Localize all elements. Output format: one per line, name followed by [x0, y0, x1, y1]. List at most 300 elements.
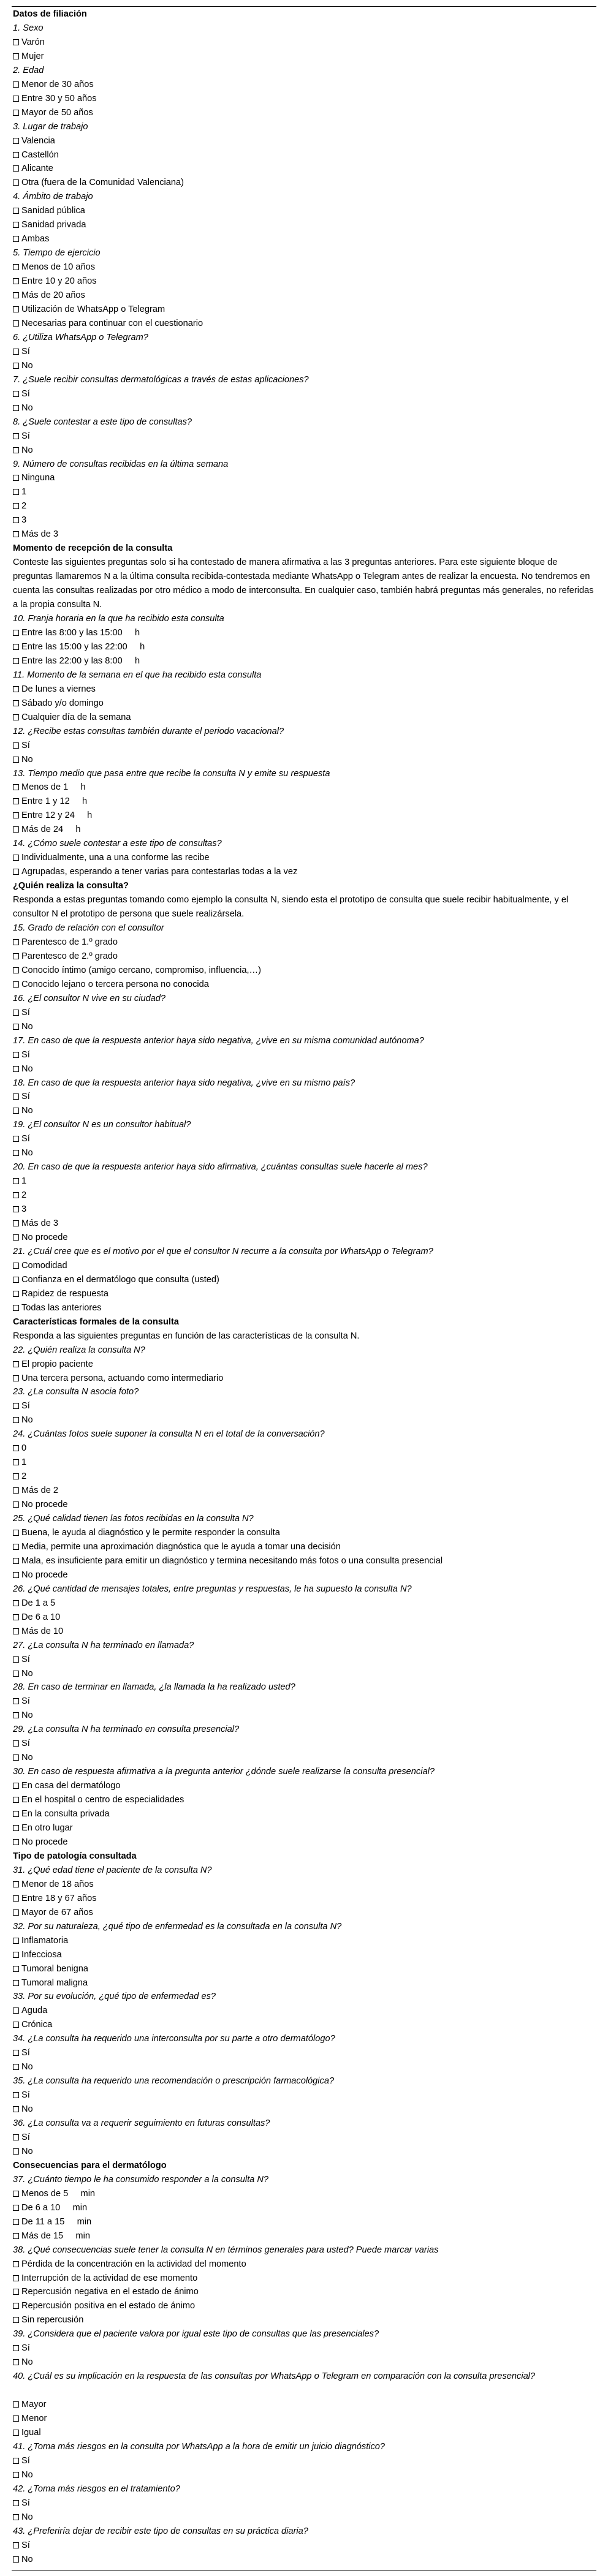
answer-option[interactable] — [13, 1203, 595, 1217]
checkbox-icon[interactable] — [13, 475, 19, 481]
checkbox-icon[interactable] — [13, 1108, 19, 1114]
checkbox-icon[interactable] — [13, 1712, 19, 1718]
answer-option[interactable] — [13, 1596, 595, 1611]
checkbox-icon[interactable] — [13, 826, 19, 833]
checkbox-icon[interactable] — [13, 2106, 19, 2112]
answer-option[interactable] — [13, 2398, 595, 2412]
answer-option[interactable] — [13, 1231, 595, 1245]
answer-option[interactable] — [13, 1259, 595, 1273]
answer-option-label: En casa del dermatólogo — [21, 1781, 121, 1791]
answer-option[interactable] — [13, 513, 595, 527]
checkbox-icon[interactable] — [13, 2022, 19, 2028]
answer-option[interactable] — [13, 2229, 595, 2243]
checkbox-icon[interactable] — [13, 1895, 19, 1902]
checkbox-icon[interactable] — [13, 1881, 19, 1887]
answer-option[interactable] — [13, 2060, 595, 2074]
answer-option[interactable] — [13, 92, 595, 106]
answer-option[interactable] — [13, 471, 595, 485]
answer-option[interactable] — [13, 865, 595, 879]
checkbox-icon[interactable] — [13, 2008, 19, 2014]
checkbox-icon[interactable] — [13, 489, 19, 495]
checkbox-icon[interactable] — [13, 2472, 19, 2478]
answer-option-label: Más de 3 — [21, 1218, 59, 1229]
checkbox-icon[interactable] — [13, 2092, 19, 2098]
answer-option[interactable] — [13, 2257, 595, 2272]
checkbox-icon[interactable] — [13, 1501, 19, 1508]
answer-option[interactable] — [13, 274, 595, 289]
answer-option[interactable] — [13, 2299, 595, 2313]
answer-option[interactable] — [13, 359, 595, 373]
checkbox-icon[interactable] — [13, 264, 19, 270]
answer-option[interactable] — [13, 1062, 595, 1076]
answer-option[interactable] — [13, 1611, 595, 1625]
checkbox-icon[interactable] — [13, 1473, 19, 1479]
section-heading: Características formales de la consulta — [13, 1316, 179, 1327]
answer-option[interactable] — [13, 2018, 595, 2032]
answer-option[interactable] — [13, 345, 595, 359]
answer-option[interactable] — [13, 682, 595, 697]
answer-option[interactable] — [13, 1441, 595, 1456]
question-label: 32. Por su naturaleza, ¿qué tipo de enfermedad es la consultada en la consulta N? — [13, 1921, 342, 1932]
checkbox-icon[interactable] — [13, 1361, 19, 1367]
answer-option[interactable] — [13, 1568, 595, 1582]
checkbox-icon[interactable] — [13, 630, 19, 636]
checkbox-icon[interactable] — [13, 236, 19, 242]
checkbox-icon[interactable] — [13, 2050, 19, 2056]
checkbox-icon[interactable] — [13, 1754, 19, 1761]
answer-option[interactable] — [13, 429, 595, 444]
answer-option-label: Sábado y/o domingo — [21, 698, 104, 708]
answer-option[interactable] — [13, 1554, 595, 1568]
checkbox-icon[interactable] — [13, 658, 19, 664]
answer-option-label: Castellón — [21, 149, 59, 160]
answer-option[interactable] — [13, 1287, 595, 1301]
answer-option[interactable] — [13, 1273, 595, 1287]
checkbox-icon[interactable] — [13, 110, 19, 116]
checkbox-icon[interactable] — [13, 1614, 19, 1620]
checkbox-icon[interactable] — [13, 2542, 19, 2548]
checkbox-icon[interactable] — [13, 700, 19, 706]
checkbox-icon[interactable] — [13, 1192, 19, 1198]
checkbox-icon[interactable] — [13, 1291, 19, 1297]
answer-option[interactable] — [13, 935, 595, 950]
answer-option[interactable] — [13, 176, 595, 190]
answer-option[interactable] — [13, 1625, 595, 1639]
answer-option-label: No procede — [21, 1500, 68, 1510]
answer-option[interactable] — [13, 697, 595, 711]
answer-option[interactable] — [13, 36, 595, 50]
answer-option[interactable] — [13, 1906, 595, 1920]
answer-option-label: Tumoral maligna — [21, 1977, 88, 1988]
answer-option-label: Inflamatoria — [21, 1935, 69, 1946]
checkbox-icon[interactable] — [13, 531, 19, 537]
checkbox-icon[interactable] — [13, 2401, 19, 2408]
checkbox-icon[interactable] — [13, 2317, 19, 2323]
answer-option[interactable] — [13, 317, 595, 331]
checkbox-icon[interactable] — [13, 447, 19, 453]
answer-option-label: Tumoral benigna — [21, 1963, 88, 1974]
answer-option[interactable] — [13, 401, 595, 415]
question-label: 34. ¿La consulta ha requerido una interconsulta por su parte a otro dermatólogo? — [13, 2034, 335, 2044]
answer-option-label: No — [21, 445, 33, 455]
checkbox-icon[interactable] — [13, 1825, 19, 1831]
question-label: 19. ¿El consultor N es un consultor habitual? — [13, 1120, 191, 1130]
checkbox-icon[interactable] — [13, 1093, 19, 1100]
answer-option[interactable] — [13, 527, 595, 542]
answer-option-label: Mayor de 50 años — [21, 107, 93, 118]
checkbox-icon[interactable] — [13, 1417, 19, 1423]
answer-option[interactable] — [13, 1132, 595, 1146]
answer-option[interactable] — [13, 964, 595, 978]
answer-option[interactable] — [13, 2201, 595, 2215]
answer-option[interactable] — [13, 2510, 595, 2525]
checkbox-icon[interactable] — [13, 1671, 19, 1677]
checkbox-icon[interactable] — [13, 2261, 19, 2267]
answer-option[interactable] — [13, 1737, 595, 1751]
checkbox-icon[interactable] — [13, 1263, 19, 1269]
answer-option[interactable] — [13, 851, 595, 865]
checkbox-icon[interactable] — [13, 1234, 19, 1241]
answer-option[interactable] — [13, 1934, 595, 1948]
answer-option[interactable] — [13, 2426, 595, 2440]
answer-option[interactable] — [13, 1301, 595, 1315]
checkbox-icon[interactable] — [13, 1797, 19, 1803]
answer-option-label: Mala, es insuficiente para emitir un diagnóstico y termina necesitando más fotos o una consulta presencial — [21, 1555, 443, 1566]
answer-option[interactable] — [13, 50, 595, 64]
answer-option[interactable] — [13, 444, 595, 458]
answer-option-label: Sí — [21, 2090, 30, 2101]
answer-option-label: 2 — [21, 501, 27, 512]
answer-option[interactable] — [13, 753, 595, 767]
checkbox-icon[interactable] — [13, 405, 19, 411]
answer-option[interactable] — [13, 2131, 595, 2145]
checkbox-icon[interactable] — [13, 152, 19, 158]
checkbox-icon[interactable] — [13, 869, 19, 875]
answer-option[interactable] — [13, 2046, 595, 2060]
answer-option[interactable] — [13, 2145, 595, 2159]
answer-option[interactable] — [13, 2355, 595, 2370]
checkbox-icon[interactable] — [13, 2303, 19, 2309]
checkbox-icon[interactable] — [13, 2205, 19, 2211]
checkbox-icon[interactable] — [13, 1938, 19, 1944]
question-label: 4. Ámbito de trabajo — [13, 192, 93, 202]
answer-option-label: Sí — [21, 431, 30, 441]
checkbox-icon[interactable] — [13, 939, 19, 945]
answer-option[interactable] — [13, 303, 595, 317]
checkbox-icon[interactable] — [13, 2233, 19, 2239]
question-label: 24. ¿Cuántas fotos suele suponer la consulta N en el total de la conversación? — [13, 1429, 325, 1440]
answer-option[interactable] — [13, 2272, 595, 2286]
answer-option[interactable] — [13, 485, 595, 499]
checkbox-icon[interactable] — [13, 644, 19, 650]
checkbox-icon[interactable] — [13, 179, 19, 186]
answer-option[interactable] — [13, 2187, 595, 2201]
checkbox-icon[interactable] — [13, 2556, 19, 2563]
answer-option-label: No — [21, 2554, 33, 2564]
answer-option[interactable] — [13, 1020, 595, 1034]
checkbox-icon[interactable] — [13, 1530, 19, 1536]
checkbox-icon[interactable] — [13, 2514, 19, 2520]
answer-option[interactable] — [13, 950, 595, 964]
checkbox-icon[interactable] — [13, 81, 19, 88]
checkbox-icon[interactable] — [13, 306, 19, 312]
checkbox-icon[interactable] — [13, 784, 19, 790]
checkbox-icon[interactable] — [13, 1656, 19, 1663]
answer-option[interactable] — [13, 1694, 595, 1709]
checkbox-icon[interactable] — [13, 967, 19, 973]
checkbox-icon[interactable] — [13, 1572, 19, 1578]
answer-option-label: Sí — [21, 1739, 30, 1749]
answer-option[interactable] — [13, 1413, 595, 1427]
checkbox-icon[interactable] — [13, 96, 19, 102]
checkbox-icon[interactable] — [13, 2275, 19, 2281]
answer-option[interactable] — [13, 1821, 595, 1835]
checkbox-icon[interactable] — [13, 1811, 19, 1817]
checkbox-icon[interactable] — [13, 517, 19, 523]
question-label: 14. ¿Cómo suele contestar a este tipo de consultas? — [13, 839, 222, 849]
question-label: 39. ¿Considera que el paciente valora por igual este tipo de consultas que las presenciales? — [13, 2329, 379, 2340]
answer-option[interactable] — [13, 1962, 595, 1976]
checkbox-icon[interactable] — [13, 1459, 19, 1465]
answer-option[interactable] — [13, 1540, 595, 1554]
checkbox-icon[interactable] — [13, 2500, 19, 2506]
answer-option[interactable] — [13, 134, 595, 148]
answer-option[interactable] — [13, 2341, 595, 2355]
answer-option[interactable] — [13, 1653, 595, 1667]
answer-option[interactable] — [13, 711, 595, 725]
checkbox-icon[interactable] — [13, 1206, 19, 1212]
answer-option[interactable] — [13, 1667, 595, 1681]
answer-option[interactable] — [13, 2496, 595, 2510]
answer-option-label: Media, permite una aproximación diagnóstica que le ayuda a tomar una decisión — [21, 1541, 341, 1552]
checkbox-icon[interactable] — [13, 1600, 19, 1606]
answer-option-label: De 11 a 15 min — [21, 2216, 92, 2227]
answer-option[interactable] — [13, 1006, 595, 1020]
answer-option[interactable] — [13, 1779, 595, 1793]
answer-option-label: Rapidez de respuesta — [21, 1288, 108, 1299]
answer-option[interactable] — [13, 106, 595, 120]
checkbox-icon[interactable] — [13, 1066, 19, 1072]
checkbox-icon[interactable] — [13, 1150, 19, 1156]
checkbox-icon[interactable] — [13, 2134, 19, 2140]
answer-option-label: Sí — [21, 1134, 30, 1144]
checkbox-icon[interactable] — [13, 757, 19, 763]
checkbox-icon[interactable] — [13, 1403, 19, 1409]
checkbox-icon[interactable] — [13, 812, 19, 818]
answer-option[interactable] — [13, 795, 595, 809]
checkbox-icon[interactable] — [13, 433, 19, 439]
checkbox-icon[interactable] — [13, 1980, 19, 1986]
answer-option-label: En el hospital o centro de especialidades — [21, 1795, 184, 1805]
checkbox-icon[interactable] — [13, 138, 19, 144]
checkbox-icon[interactable] — [13, 855, 19, 861]
checkbox-icon[interactable] — [13, 1966, 19, 1972]
answer-option[interactable] — [13, 1976, 595, 1990]
checkbox-icon[interactable] — [13, 165, 19, 172]
answer-option-label: Mayor de 67 años — [21, 1907, 93, 1917]
answer-option-label: Confianza en el dermatólogo que consulta (usted) — [21, 1274, 219, 1285]
answer-option[interactable] — [13, 1498, 595, 1512]
checkbox-icon[interactable] — [13, 2458, 19, 2464]
checkbox-icon[interactable] — [13, 53, 19, 59]
checkbox-icon[interactable] — [13, 798, 19, 804]
checkbox-icon[interactable] — [13, 2359, 19, 2365]
answer-option-label: Sí — [21, 2498, 30, 2508]
checkbox-icon[interactable] — [13, 1375, 19, 1381]
answer-option[interactable] — [13, 148, 595, 162]
answer-option[interactable] — [13, 654, 595, 668]
checkbox-icon[interactable] — [13, 2289, 19, 2295]
answer-option-label: Menos de 1 h — [21, 782, 86, 793]
checkbox-icon[interactable] — [13, 981, 19, 988]
answer-option-label: Parentesco de 2.º grado — [21, 951, 118, 961]
checkbox-icon[interactable] — [13, 2148, 19, 2155]
checkbox-icon[interactable] — [13, 1445, 19, 1451]
checkbox-icon[interactable] — [13, 1010, 19, 1016]
answer-option-label: No — [21, 2146, 33, 2156]
checkbox-icon[interactable] — [13, 1544, 19, 1550]
checkbox-icon[interactable] — [13, 953, 19, 959]
checkbox-icon[interactable] — [13, 1628, 19, 1634]
checkbox-icon[interactable] — [13, 2430, 19, 2436]
answer-option[interactable] — [13, 739, 595, 753]
checkbox-icon[interactable] — [13, 2345, 19, 2351]
answer-option[interactable] — [13, 809, 595, 823]
answer-option[interactable] — [13, 204, 595, 218]
checkbox-icon[interactable] — [13, 1740, 19, 1747]
checkbox-icon[interactable] — [13, 714, 19, 720]
checkbox-icon[interactable] — [13, 320, 19, 327]
answer-option-label: No — [21, 360, 33, 371]
answer-option[interactable] — [13, 1526, 595, 1540]
question-label: 22. ¿Quién realiza la consulta N? — [13, 1345, 145, 1355]
checkbox-icon[interactable] — [13, 1136, 19, 1142]
answer-option[interactable] — [13, 1399, 595, 1413]
answer-option[interactable] — [13, 1174, 595, 1188]
checkbox-icon[interactable] — [13, 1909, 19, 1916]
answer-option[interactable] — [13, 1835, 595, 1849]
answer-option[interactable] — [13, 387, 595, 401]
checkbox-icon[interactable] — [13, 1220, 19, 1226]
answer-option[interactable] — [13, 780, 595, 795]
checkbox-icon[interactable] — [13, 292, 19, 298]
answer-option[interactable] — [13, 1470, 595, 1484]
answer-option-label: Entre 12 y 24 h — [21, 810, 93, 821]
checkbox-icon[interactable] — [13, 278, 19, 284]
answer-option[interactable] — [13, 1878, 595, 1892]
answer-option[interactable] — [13, 2088, 595, 2102]
answer-option[interactable] — [13, 1892, 595, 1906]
answer-option[interactable] — [13, 2215, 595, 2229]
checkbox-icon[interactable] — [13, 1024, 19, 1030]
answer-option-label: Entre las 8:00 y las 15:00 h — [21, 627, 140, 638]
checkbox-icon[interactable] — [13, 39, 19, 45]
answer-option[interactable] — [13, 978, 595, 992]
answer-option-label: Conocido lejano o tercera persona no conocida — [21, 979, 209, 989]
answer-option[interactable] — [13, 1372, 595, 1386]
answer-option[interactable] — [13, 1751, 595, 1765]
checkbox-icon[interactable] — [13, 2064, 19, 2070]
answer-option[interactable] — [13, 823, 595, 837]
answer-option-label: No procede — [21, 1837, 68, 1847]
checkbox-icon[interactable] — [13, 1839, 19, 1845]
answer-option[interactable] — [13, 289, 595, 303]
answer-option[interactable] — [13, 162, 595, 176]
answer-option[interactable] — [13, 78, 595, 92]
answer-option[interactable] — [13, 232, 595, 246]
answer-option[interactable] — [13, 1217, 595, 1231]
checkbox-icon[interactable] — [13, 503, 19, 509]
answer-option[interactable] — [13, 2102, 595, 2117]
answer-option[interactable] — [13, 1090, 595, 1104]
checkbox-icon[interactable] — [13, 1783, 19, 1789]
answer-option[interactable] — [13, 1484, 595, 1498]
answer-option[interactable] — [13, 499, 595, 513]
answer-option-label: Parentesco de 1.º grado — [21, 937, 118, 947]
answer-option[interactable] — [13, 1456, 595, 1470]
checkbox-icon[interactable] — [13, 2219, 19, 2225]
answer-option[interactable] — [13, 1807, 595, 1821]
answer-option[interactable] — [13, 626, 595, 640]
answer-option-label: Más de 20 años — [21, 290, 85, 301]
checkbox-icon[interactable] — [13, 208, 19, 214]
answer-option[interactable] — [13, 1146, 595, 1160]
answer-option[interactable] — [13, 1104, 595, 1118]
checkbox-icon[interactable] — [13, 222, 19, 228]
answer-option[interactable] — [13, 1948, 595, 1962]
answer-option[interactable] — [13, 1188, 595, 1203]
checkbox-icon[interactable] — [13, 349, 19, 355]
answer-option[interactable] — [13, 2553, 595, 2567]
answer-option-label: Sí — [21, 346, 30, 357]
answer-option[interactable] — [13, 2285, 595, 2299]
answer-option-label: Sí — [21, 388, 30, 399]
answer-option[interactable] — [13, 2412, 595, 2426]
checkbox-icon[interactable] — [13, 391, 19, 397]
checkbox-icon[interactable] — [13, 2415, 19, 2422]
answer-option-label: Aguda — [21, 2006, 48, 2016]
checkbox-icon[interactable] — [13, 686, 19, 692]
answer-option[interactable] — [13, 2454, 595, 2468]
question-label: 15. Grado de relación con el consultor — [13, 923, 164, 934]
checkbox-icon[interactable] — [13, 1305, 19, 1311]
answer-option[interactable] — [13, 218, 595, 232]
answer-option[interactable] — [13, 1048, 595, 1062]
answer-option[interactable] — [13, 640, 595, 654]
answer-option[interactable] — [13, 260, 595, 274]
answer-option-label: Más de 24 h — [21, 825, 81, 835]
checkbox-icon[interactable] — [13, 363, 19, 369]
checkbox-icon[interactable] — [13, 1698, 19, 1704]
checkbox-icon[interactable] — [13, 1178, 19, 1184]
answer-option[interactable] — [13, 1358, 595, 1372]
answer-option[interactable] — [13, 2004, 595, 2018]
answer-option[interactable] — [13, 2313, 595, 2327]
checkbox-icon[interactable] — [13, 1487, 19, 1494]
answer-option-label: Entre 18 y 67 años — [21, 1893, 97, 1903]
checkbox-icon[interactable] — [13, 1952, 19, 1958]
checkbox-icon[interactable] — [13, 2191, 19, 2197]
checkbox-icon[interactable] — [13, 1052, 19, 1058]
answer-option[interactable] — [13, 2539, 595, 2553]
answer-option[interactable] — [13, 1709, 595, 1723]
checkbox-icon[interactable] — [13, 1558, 19, 1564]
answer-option[interactable] — [13, 2468, 595, 2482]
checkbox-icon[interactable] — [13, 742, 19, 749]
answer-option[interactable] — [13, 1793, 595, 1807]
question-label: 28. En caso de terminar en llamada, ¿la llamada la ha realizado usted? — [13, 1682, 295, 1693]
checkbox-icon[interactable] — [13, 1277, 19, 1283]
